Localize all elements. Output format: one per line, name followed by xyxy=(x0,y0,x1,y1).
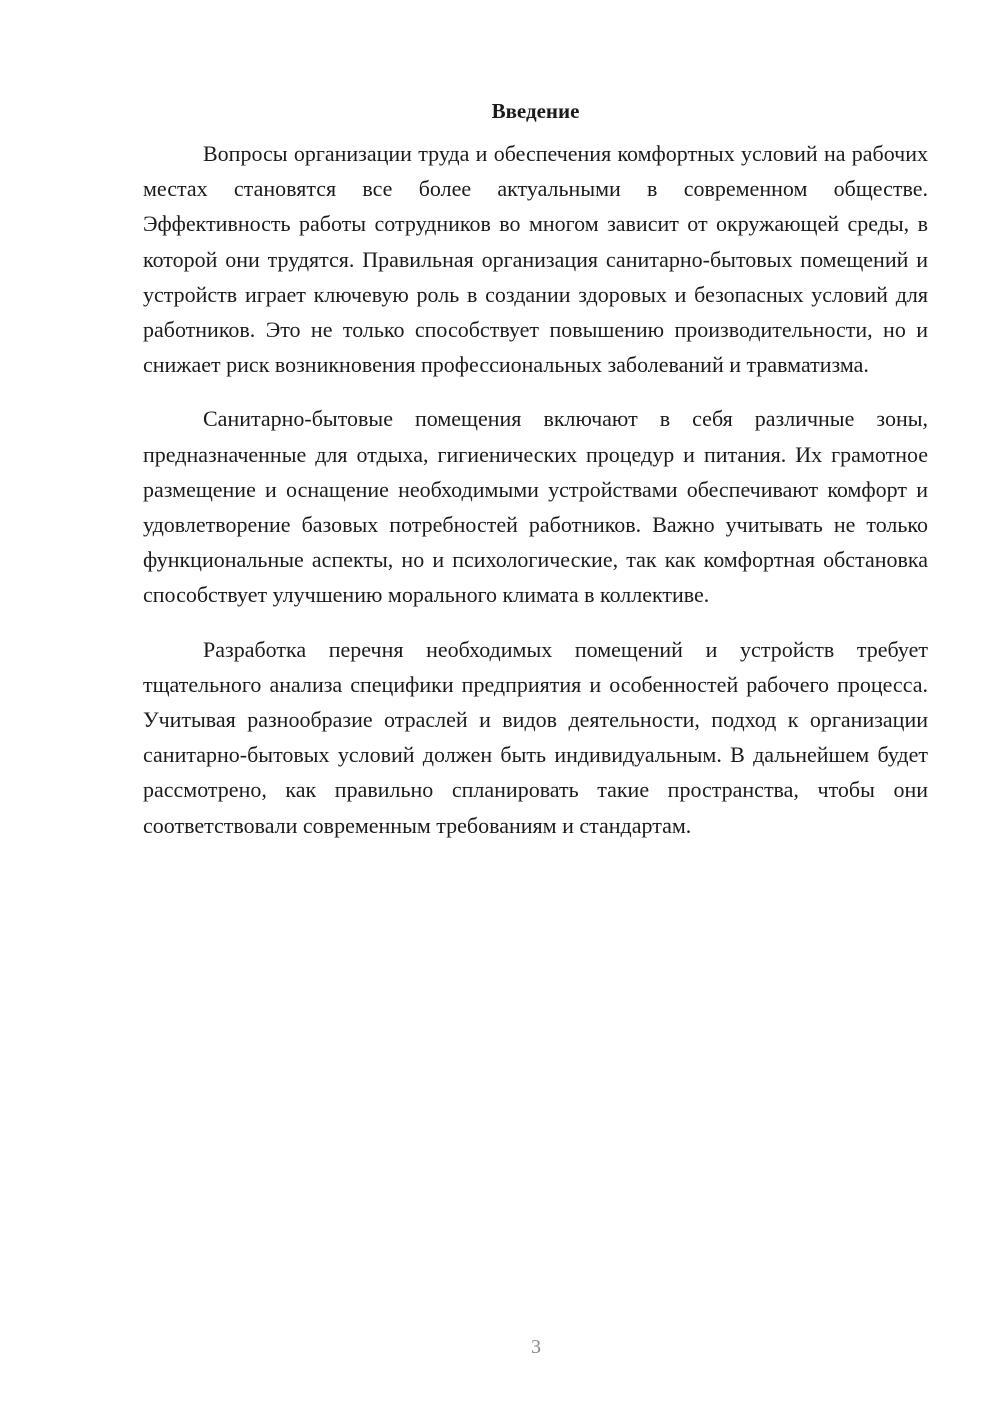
page-number: 3 xyxy=(531,1336,541,1358)
paragraph-3: Разработка перечня необходимых помещений и устройств требует тщательного анализа специфики предприятия и особенностей рабочего процесса. Учитывая разнообразие отраслей и видов деятельности, подход к организации санитарно-бытовых условий должен быть индивидуальным. В дальнейшем будет рассмотрено, как правильно спланировать такие пространства, чтобы они соответствовали современным требованиям и стандартам. xyxy=(143,636,928,838)
paragraph-2: Санитарно-бытовые помещения включают в себя различные зоны, предназначенные для отдыха, гигиенических процедур и питания. Их грамотное размещение и оснащение необходимыми устройствами обеспечивают комфорт и удовлетворение базовых потребностей работников. Важно учитывать не только функциональные аспекты, но и психологические, так как комфортная обстановка способствует улучшению морального климата в коллективе. xyxy=(143,406,928,608)
section-title: Введение xyxy=(491,99,580,123)
paragraph-1: Вопросы организации труда и обеспечения комфортных условий на рабочих местах становятся все более актуальными в современном обществе. Эффективность работы сотрудников во многом зависит от окружающей среды, в которой они трудятся. Правильная организация санитарно-бытовых помещений и устройств играет ключевую роль в создании здоровых и безопасных условий для работников. Это не только способствует повышению производительности, но и снижает риск возникновения профессиональных заболеваний и травматизма. xyxy=(143,141,928,378)
page-content xyxy=(143,94,928,862)
